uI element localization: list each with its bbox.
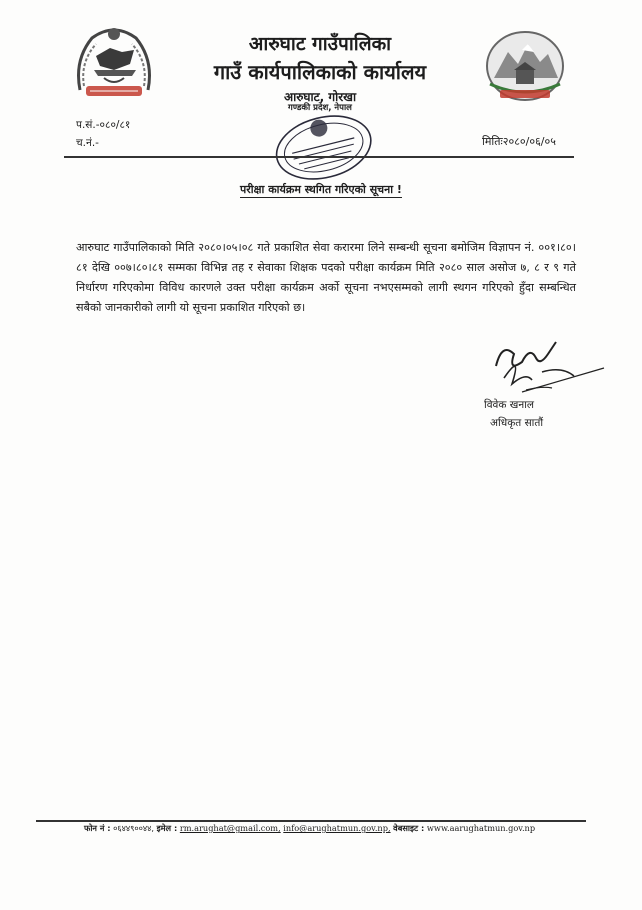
letter-date: मितिः२०८०/०६/०५ bbox=[482, 135, 556, 148]
handwritten-signature-icon bbox=[482, 332, 612, 402]
phone-label: फोन नं : bbox=[84, 823, 111, 833]
website-link[interactable]: www.aarughatmun.gov.np bbox=[426, 823, 536, 833]
fiscal-number: प.सं.-०८०/८१ bbox=[76, 119, 131, 131]
email-link-primary[interactable]: rm.arughat@gmail.com, bbox=[179, 823, 281, 833]
dispatch-number: च.नं.- bbox=[76, 137, 99, 149]
notice-subject bbox=[0, 182, 642, 197]
office-title-line1: आरुघाट गाउँपालिका bbox=[248, 33, 392, 55]
notice-subject-text: परीक्षा कार्यक्रम स्थगित गरिएको सूचना ! bbox=[240, 183, 402, 196]
office-title-line2: गाउँ कार्यपालिकाको कार्यालय bbox=[213, 60, 427, 84]
footer-divider bbox=[36, 820, 586, 822]
signatory-title: अधिकृत सातौं bbox=[490, 417, 544, 429]
notice-body: आरुघाट गाउँपालिकाको मिति २०८०।०५।०८ गते प्रकाशित सेवा करारमा लिने सम्बन्धी सूचना बमोजिम विज्ञापन नं. ००१।८०।८१ देखि ००७।८०।८१ सम्मका विभिन्न तह र सेवाका शिक्षक पदको परीक्षा कार्यक्रम मिति २०८० साल असोज ७, ८ र ९ गते निर्धारण गरिएकोमा विविध कारणले उक्त परीक्षा कार्यक्रम अर्को सूचना नभएसम्मको लागी स्थगन गरिएको हुँदा सम्बन्धित सबैको जानकारीको लागी यो सूचना प्रकाशित गरिएको छ। bbox=[76, 241, 576, 314]
office-address-line2: गण्डकी प्रदेश, नेपाल bbox=[288, 103, 352, 113]
header-divider bbox=[64, 156, 574, 158]
email-label: इमेल : bbox=[156, 823, 178, 833]
office-address-line1: आरुघाट, गोरखा bbox=[283, 90, 357, 104]
office-seal-icon bbox=[262, 108, 382, 190]
website-label: वेबसाइट : bbox=[393, 823, 425, 833]
phone-number: ०६४४९००४४, bbox=[113, 823, 155, 833]
nepal-coat-of-arms-icon bbox=[70, 20, 158, 104]
email-link-secondary[interactable]: info@arughatmun.gov.np, bbox=[283, 823, 391, 833]
municipality-logo-icon bbox=[482, 28, 568, 108]
footer-contact bbox=[84, 823, 584, 834]
signatory-name: विवेक खनाल bbox=[484, 399, 535, 411]
